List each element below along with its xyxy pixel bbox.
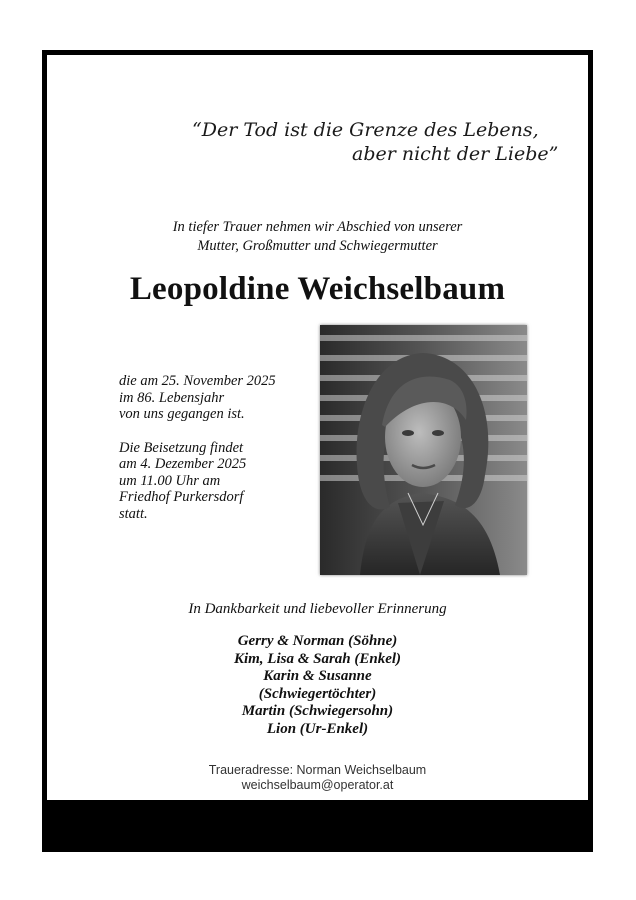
intro-text: [47, 218, 588, 256]
death-date-line: die am 25. November 2025: [119, 373, 276, 389]
motto-line-2: aber nicht der Liebe”: [352, 143, 559, 165]
funeral-line-1: Die Beisetzung findet: [119, 439, 244, 456]
thanks-line: In Dankbarkeit und liebevoller Erinnerung: [188, 601, 447, 617]
intro-line-1: In tiefer Trauer nehmen wir Abschied von unserer: [172, 219, 463, 235]
funeral-time-line: um 11.00 Uhr am: [119, 472, 221, 489]
details-spacer: [119, 423, 309, 440]
death-details: [119, 373, 309, 522]
age-line: im 86. Lebensjahr: [119, 389, 225, 406]
address-name-line: Traueradresse: Norman Weichselbaum: [208, 763, 427, 777]
family-list: [47, 633, 588, 738]
portrait-photo: [320, 325, 527, 575]
family-line: Kim, Lisa & Sarah (Enkel): [233, 650, 402, 667]
motto-line-1: “Der Tod ist die Grenze des Lebens,: [192, 119, 539, 141]
death-notice-card: [47, 55, 588, 800]
family-line: Gerry & Norman (Söhne): [237, 633, 398, 649]
family-line: (Schwiegertöchter): [258, 685, 377, 702]
family-line: Karin & Susanne: [263, 668, 372, 684]
address-email-line: weichselbaum@operator.at: [241, 778, 394, 792]
mourning-address: [47, 763, 588, 793]
intro-line-2: Mutter, Großmutter und Schwiegermutter: [197, 238, 438, 254]
funeral-line-5: statt.: [119, 505, 148, 522]
passed-away-line: von uns gegangen ist.: [119, 406, 245, 422]
deceased-name: Leopoldine Weichselbaum: [129, 271, 506, 307]
family-line: Martin (Schwiegersohn): [241, 703, 394, 719]
family-line: Lion (Ur-Enkel): [266, 720, 369, 737]
funeral-date-line: am 4. Dezember 2025: [119, 456, 247, 472]
funeral-place-line: Friedhof Purkersdorf: [119, 489, 244, 505]
death-notice-frame: [42, 50, 593, 852]
